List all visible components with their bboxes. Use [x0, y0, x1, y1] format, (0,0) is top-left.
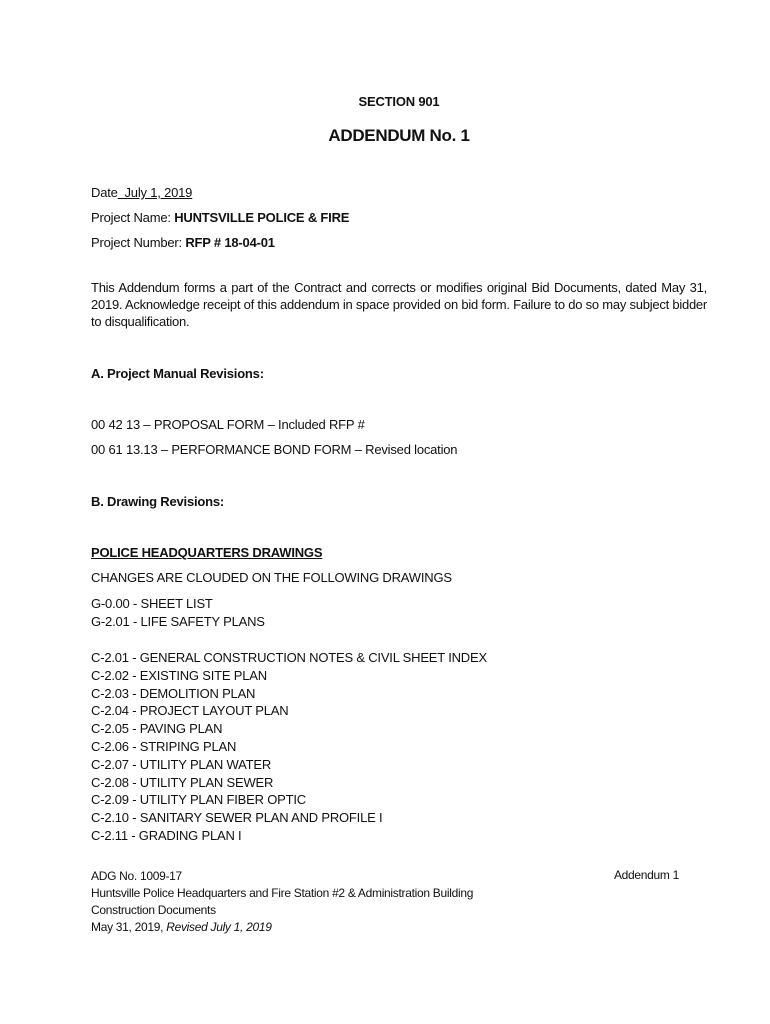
- sheet-list-item: C-2.01 - GENERAL CONSTRUCTION NOTES & CIVIL SHEET INDEX: [91, 650, 487, 665]
- sheet-list-item: C-2.05 - PAVING PLAN: [91, 721, 223, 737]
- date-line: [91, 185, 192, 200]
- project-name-label: Project Name:: [91, 210, 171, 225]
- sheet-list-item: G-0.00 - SHEET LIST: [91, 596, 213, 611]
- footer-date-line: May 31, 2019, Revised July 1, 2019: [91, 920, 272, 934]
- project-number-label: Project Number:: [91, 235, 182, 250]
- section-number: SECTION 901: [358, 94, 440, 109]
- footer-project-name: Huntsville Police Headquarters and Fire Station #2 & Administration Building: [91, 886, 474, 900]
- project-name-line: [91, 210, 349, 225]
- drawings-subheading: POLICE HEADQUARTERS DRAWINGS: [91, 545, 323, 560]
- section-a-heading: A. Project Manual Revisions:: [91, 366, 264, 381]
- sheet-list-item: G-2.01 - LIFE SAFETY PLANS: [91, 613, 265, 629]
- addendum-title: ADDENDUM No. 1: [328, 126, 470, 145]
- sheet-list-item: C-2.09 - UTILITY PLAN FIBER OPTIC: [91, 792, 306, 808]
- sheet-list-item: C-2.10 - SANITARY SEWER PLAN AND PROFILE I: [91, 810, 383, 826]
- date-value: July 1, 2019: [124, 185, 193, 200]
- sheet-list-item: C-2.02 - EXISTING SITE PLAN: [91, 667, 267, 683]
- footer-docs: Construction Documents: [91, 903, 216, 917]
- sheet-list-item: C-2.07 - UTILITY PLAN WATER: [91, 756, 272, 772]
- drawings-note: CHANGES ARE CLOUDED ON THE FOLLOWING DRAWINGS: [91, 570, 452, 585]
- g-sheet-list: [91, 595, 265, 631]
- footer-adg-number: ADG No. 1009-17: [91, 869, 182, 883]
- manual-revision-item: 00 61 13.13 – PERFORMANCE BOND FORM – Revised location: [91, 442, 458, 457]
- intro-paragraph: This Addendum forms a part of the Contract and corrects or modifies original Bid Documents, dated May 31, 2019. Acknowledge receipt of this addendum in space provided on bid form. Failure to do so may subject bidder to disqualification.: [91, 280, 707, 329]
- project-number-value: RFP # 18-04-01: [185, 235, 275, 250]
- manual-revision-item: 00 42 13 – PROPOSAL FORM – Included RFP #: [91, 417, 365, 432]
- sheet-list-item: C-2.03 - DEMOLITION PLAN: [91, 685, 256, 701]
- footer-revised: Revised July 1, 2019: [166, 920, 272, 934]
- c-sheet-list: [91, 649, 487, 845]
- footer-info: [91, 868, 473, 936]
- sheet-list-item: C-2.08 - UTILITY PLAN SEWER: [91, 774, 274, 790]
- sheet-list-item: C-2.11 - GRADING PLAN I: [91, 827, 242, 843]
- section-b-heading: B. Drawing Revisions:: [91, 494, 225, 509]
- date-label: Date: [91, 185, 118, 200]
- sheet-list-item: C-2.06 - STRIPING PLAN: [91, 738, 237, 754]
- project-number-line: [91, 235, 275, 250]
- footer-addendum-label: Addendum 1: [613, 868, 679, 882]
- sheet-list-item: C-2.04 - PROJECT LAYOUT PLAN: [91, 703, 289, 719]
- project-name-value: HUNTSVILLE POLICE & FIRE: [174, 210, 350, 225]
